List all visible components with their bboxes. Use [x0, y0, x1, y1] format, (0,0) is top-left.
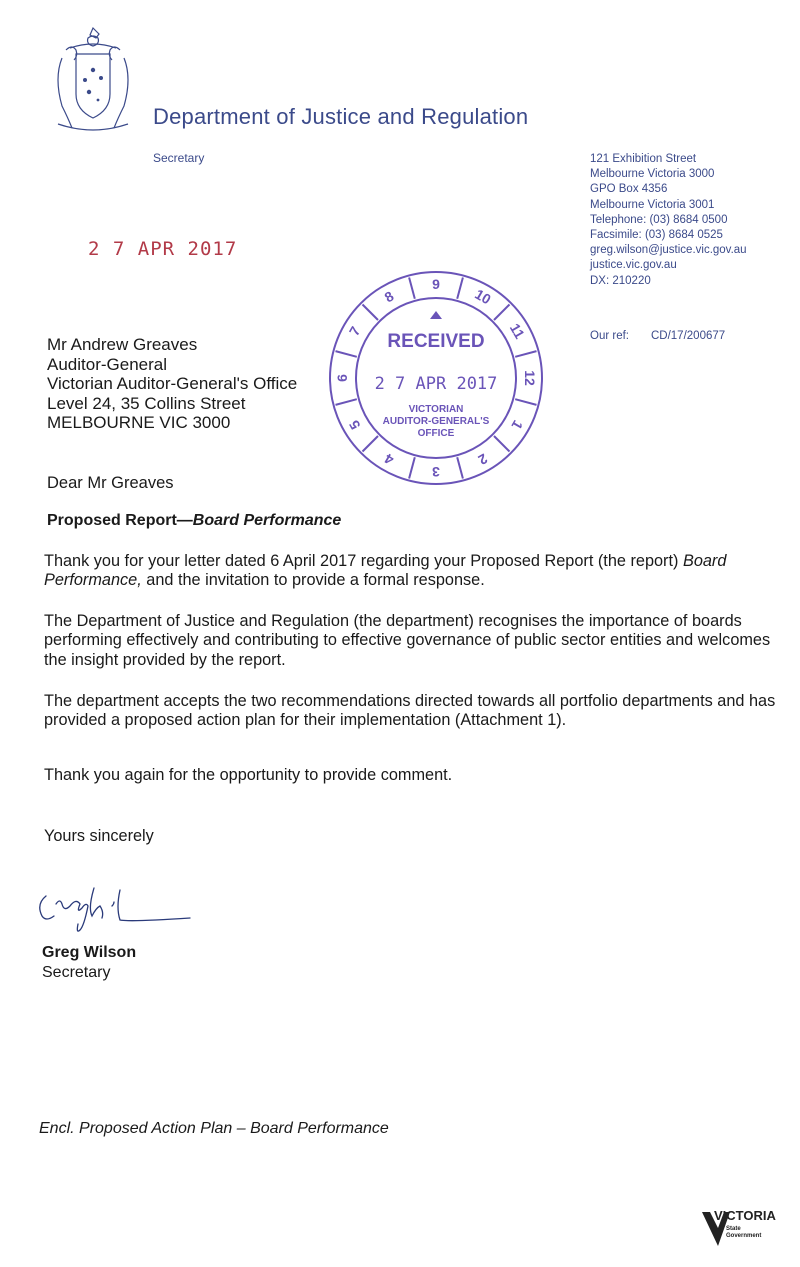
facsimile-line: Facsimile: (03) 8684 0525 [590, 229, 723, 242]
stamp-ring-tick [409, 278, 415, 299]
stamp-ring-tick [457, 278, 463, 299]
stamp-ring-number: 4 [381, 450, 397, 469]
stamp-ring-tick [494, 436, 510, 452]
p1-text-end: and the invitation to provide a formal response. [141, 571, 485, 590]
stamp-ring-number: 2 [475, 450, 491, 469]
victoria-state-government-logo [700, 1198, 790, 1250]
stamp-org-line: OFFICE [417, 428, 455, 439]
our-reference [590, 330, 725, 342]
stamp-ring-tick [494, 305, 510, 321]
stamp-ring-tick [515, 351, 536, 357]
handwritten-signature [34, 874, 194, 934]
recipient-street: Level 24, 35 Collins Street [47, 393, 246, 413]
signer-title: Secretary [42, 964, 111, 981]
recipient-address [47, 335, 297, 433]
salutation: Dear Mr Greaves [47, 474, 174, 492]
signer-name: Greg Wilson [42, 944, 137, 961]
stamp-org-line: AUDITOR-GENERAL'S [382, 416, 490, 427]
stamp-ring-number: 7 [345, 323, 364, 339]
stamp-ring-tick [363, 436, 379, 452]
recipient-organisation: Victorian Auditor-General's Office [47, 374, 298, 394]
closing: Yours sincerely [44, 827, 154, 845]
stamp-pointer-icon [430, 311, 442, 319]
recipient-name: Mr Andrew Greaves [47, 335, 198, 354]
department-name: Department of Justice and Regulation [153, 104, 529, 129]
website-line: justice.vic.gov.au [590, 259, 677, 272]
stamp-date: 2 7 APR 2017 [374, 374, 498, 394]
subject-title: Board Performance [192, 512, 342, 529]
stamp-ring-number: 10 [472, 285, 494, 308]
stamp-ring-number: 3 [432, 464, 440, 480]
stamp-org-line: VICTORIAN [408, 404, 464, 415]
coat-of-arms-crest [48, 20, 138, 140]
stamp-ring-tick [363, 305, 379, 321]
stamp-ring-number: 5 [345, 417, 364, 433]
stamp-ring-number: 1 [508, 417, 527, 433]
office-label: Secretary [153, 151, 205, 165]
stamp-ring-number: 11 [506, 320, 529, 342]
victoria-logo-text: VICTORIA [714, 1208, 776, 1223]
email-line: greg.wilson@justice.vic.gov.au [590, 244, 747, 257]
body-paragraph-2: The Department of Justice and Regulation (the department) recognises the importance of boards performing effectively and contributing to effective governance of public sector entities and welcomes the insight provided by the report. [44, 612, 771, 669]
stamp-ring-number: 8 [381, 287, 397, 306]
p1-text-start: Thank you for your letter dated 6 April 2017 regarding your Proposed Report (the report) [44, 552, 683, 570]
address-line: Melbourne Victoria 3000 [590, 168, 715, 181]
subject-line [47, 512, 341, 530]
victoria-logo-government: Government [726, 1233, 762, 1239]
received-stamp [326, 263, 546, 493]
stamp-ring-tick [457, 457, 463, 478]
p1-report-title: Board Performance, [44, 552, 727, 590]
our-ref-label: Our ref: [590, 330, 629, 342]
victoria-logo-state: State [726, 1226, 741, 1232]
body-paragraph-4: Thank you again for the opportunity to provide comment. [44, 766, 453, 784]
stamp-ring-number: 12 [522, 370, 538, 386]
stamp-ring-tick [515, 399, 536, 405]
stamp-title: RECEIVED [387, 331, 485, 352]
telephone-line: Telephone: (03) 8684 0500 [590, 213, 728, 226]
dx-line: DX: 210220 [590, 274, 651, 287]
our-ref-value: CD/17/200677 [650, 330, 726, 342]
date-stamp: 2 7 APR 2017 [88, 238, 238, 260]
stamp-ring-number: 6 [334, 374, 350, 382]
recipient-city: MELBOURNE VIC 3000 [47, 413, 231, 433]
body-paragraph-1 [44, 552, 779, 591]
address-line: 121 Exhibition Street [590, 153, 697, 165]
address-line: Melbourne Victoria 3001 [590, 198, 715, 211]
enclosure-note: Encl. Proposed Action Plan – Board Performance [39, 1120, 389, 1137]
recipient-title: Auditor-General [47, 354, 168, 374]
stamp-ring-tick [336, 351, 357, 357]
body-paragraph-3: The department accepts the two recommendations directed towards all portfolio departments and has provided a proposed action plan for their implementation (Attachment 1). [44, 692, 776, 730]
stamp-ring-tick [409, 457, 415, 478]
address-line: GPO Box 4356 [590, 183, 668, 196]
stamp-ring-number: 9 [432, 276, 440, 292]
stamp-ring-tick [336, 399, 357, 405]
subject-prefix: Proposed Report— [47, 512, 193, 529]
contact-address-block [590, 152, 747, 289]
